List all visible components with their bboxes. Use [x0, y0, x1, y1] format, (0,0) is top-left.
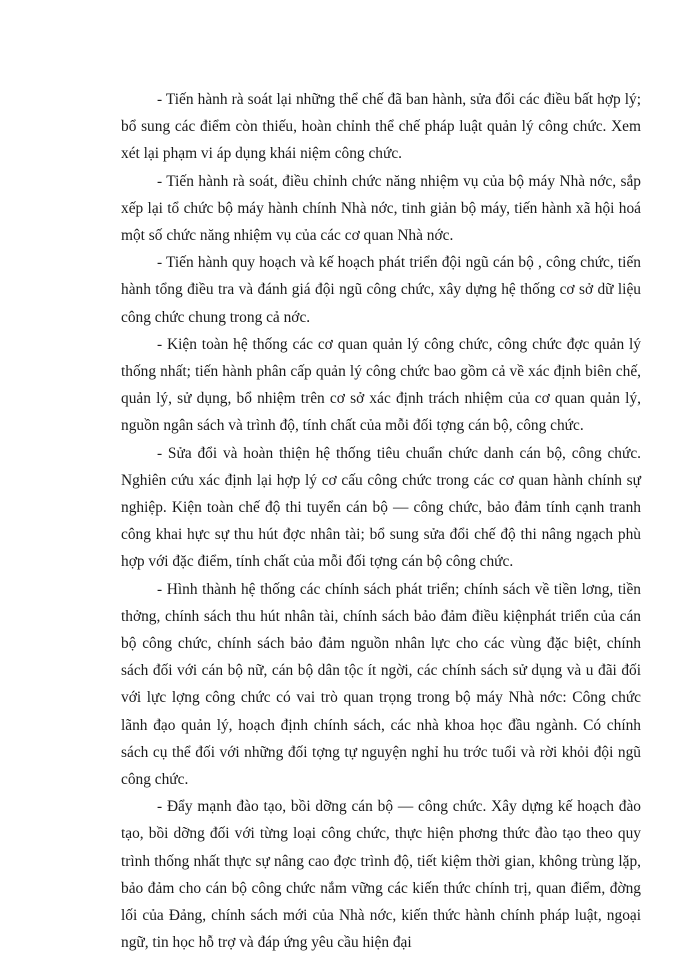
- paragraph-6: - Hình thành hệ thống các chính sách phát triển; chính sách về tiền lơng, tiền thởng, chính sách thu hút nhân tài, chính sách bảo đảm điều kiệnphát triển của cán bộ công chức, chính sách bảo đảm nguồn nhân lực cho các vùng đặc biệt, chính sách đối với cán bộ nữ, cán bộ dân tộc ít ngời, các chính sách sử dụng và u đãi đối với lực lợng công chức có vai trò quan trọng trong bộ máy Nhà nớc: Công chức lãnh đạo quản lý, hoạch định chính sách, các nhà khoa học đầu ngành. Có chính sách cụ thể đối với những đối tợng tự nguyện nghỉ hu trớc tuổi và rời khỏi đội ngũ công chức.: [121, 580, 641, 789]
- paragraph-5: - Sửa đổi và hoàn thiện hệ thống tiêu chuẩn chức danh cán bộ, công chức. Nghiên cứu xác định lại hợp lý cơ cấu công chức trong các cơ quan hành chính sự nghiệp. Kiện toàn chế độ thi tuyển cán bộ — công chức, bảo đảm tính cạnh tranh công khai hực sự thu hút đợc nhân tài; bổ sung sửa đổi chế độ thi nâng ngạch phù hợp với đặc điểm, tính chất của mỗi đối tợng cán bộ công chức.: [121, 444, 641, 571]
- paragraph-4: - Kiện toàn hệ thống các cơ quan quản lý công chức, công chức đợc quản lý thống nhất; tiến hành phân cấp quản lý công chức bao gồm cả về xác định biên chế, quản lý, sử dụng, bổ nhiệm trên cơ sở xác định trách nhiệm của cơ quan quản lý, nguồn ngân sách và trình độ, tính chất của mỗi đối tợng cán bộ, công chức.: [121, 335, 641, 435]
- paragraph-1: - Tiến hành rà soát lại những thể chế đã ban hành, sửa đổi các điều bất hợp lý; bổ sung các điểm còn thiếu, hoàn chỉnh thể chế pháp luật quản lý công chức. Xem xét lại phạm vi áp dụng khái niệm công chức.: [121, 91, 641, 163]
- paragraph-3: - Tiến hành quy hoạch và kế hoạch phát triển đội ngũ cán bộ , công chức, tiến hành tổng điều tra và đánh giá đội ngũ công chức, xây dựng hệ thống cơ sở dữ liệu công chức chung trong cả nớc.: [121, 254, 641, 326]
- paragraph-7: - Đẩy mạnh đào tạo, bồi dỡng cán bộ — công chức. Xây dựng kế hoạch đào tạo, bồi dỡng đối với từng loại công chức, thực hiện phơng thức đào tạo theo quy trình thống nhất thực sự nâng cao đợc trình độ, tiết kiệm thời gian, không trùng lặp, bảo đảm cho cán bộ công chức nắm vững các kiến thức chính trị, quan điểm, đờng lối của Đảng, chính sách mới của Nhà nớc, kiến thức hành chính pháp luật, ngoại ngữ, tin học hỗ trợ và đáp ứng yêu cầu hiện đại: [121, 798, 641, 952]
- paragraph-2: - Tiến hành rà soát, điều chỉnh chức năng nhiệm vụ của bộ máy Nhà nớc, sắp xếp lại tổ chức bộ máy hành chính Nhà nớc, tinh giản bộ máy, tiến hành xã hội hoá một số chức năng nhiệm vụ của các cơ quan Nhà nớc.: [121, 172, 641, 245]
- body-text: [121, 86, 641, 957]
